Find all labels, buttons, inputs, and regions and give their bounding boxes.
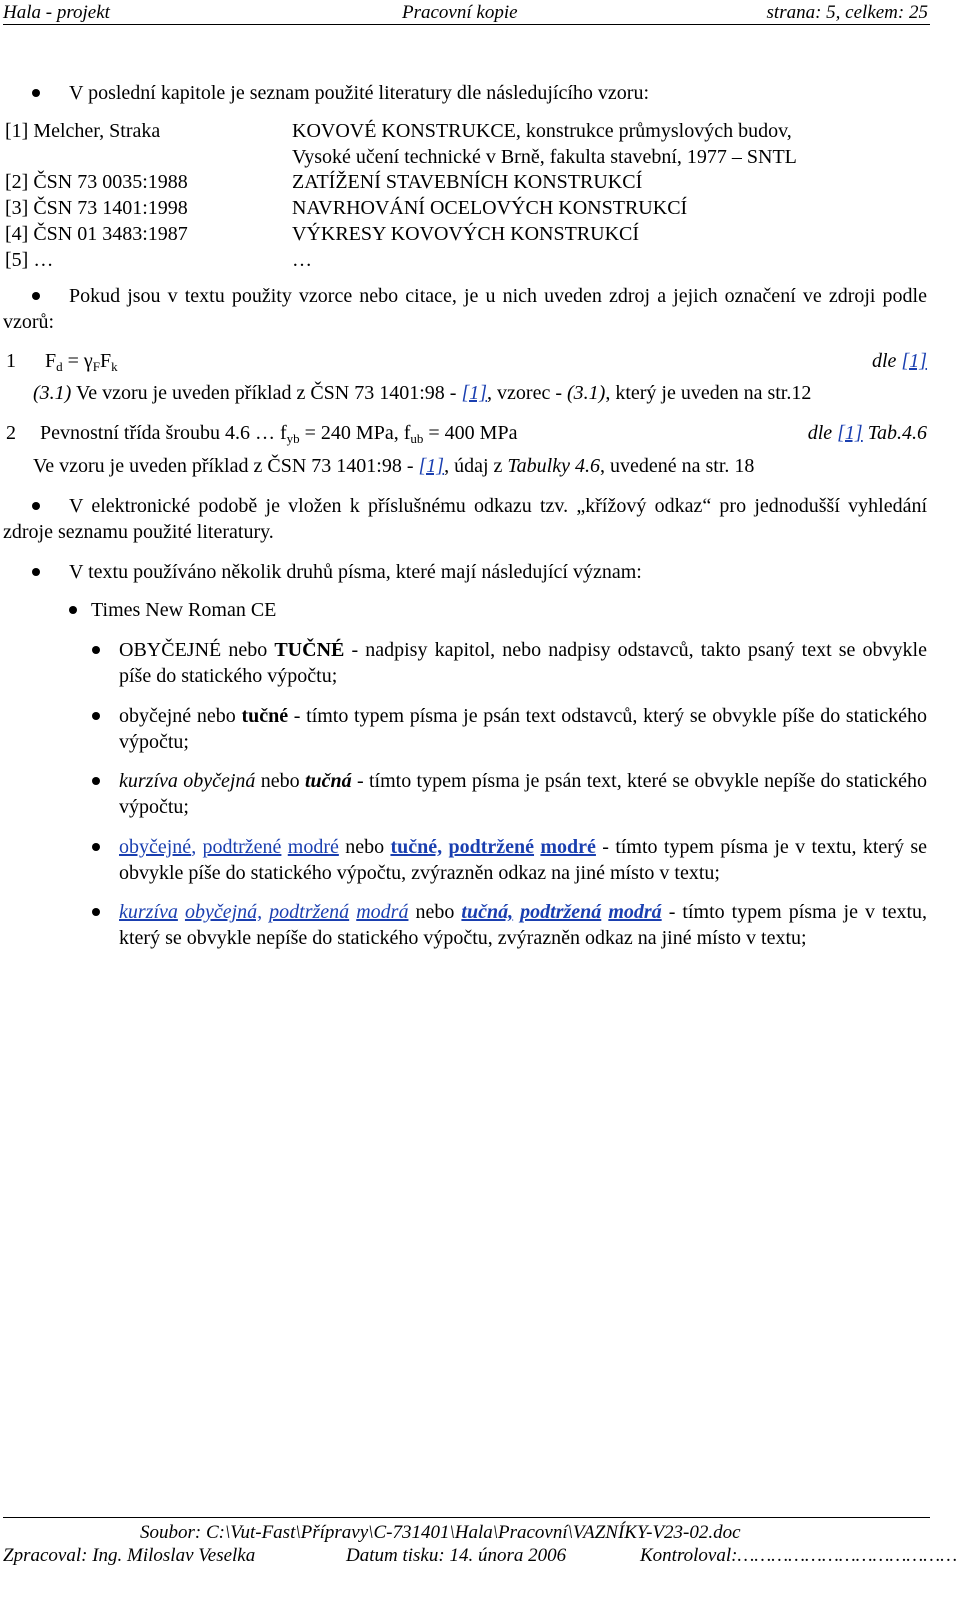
reference-link[interactable]: [1] bbox=[461, 382, 488, 404]
example-link[interactable]: obyčejná, bbox=[184, 901, 263, 923]
reference-link[interactable]: [1] bbox=[901, 350, 927, 372]
reference-title: VÝKRESY KOVOVÝCH KONSTRUKCÍ bbox=[292, 223, 640, 245]
font-name: Times New Roman CE bbox=[91, 599, 277, 621]
example-link[interactable]: modrá bbox=[356, 901, 409, 923]
style-item: kurzíva obyčejná, podtržená modrá nebo tučná, podtržená modrá - tímto typem písma je v textu, který se obvykle nepíše do statického výpočtu, zvýrazněn odkaz na jiné místo v textu; bbox=[119, 901, 928, 949]
footer-print-date: Datum tisku: 14. února 2006 bbox=[346, 1545, 567, 1566]
example-link[interactable]: podtržené bbox=[202, 836, 282, 858]
bullet-icon bbox=[32, 89, 40, 97]
example-link[interactable]: kurzíva bbox=[119, 901, 178, 923]
reference-link[interactable]: [1] bbox=[837, 422, 863, 444]
example-link[interactable]: modrá bbox=[608, 901, 662, 923]
example-link[interactable]: podtržené bbox=[448, 836, 535, 858]
formula-source: dle [1] bbox=[871, 350, 927, 372]
header-project: Hala - projekt bbox=[3, 2, 110, 23]
bullet-icon bbox=[92, 646, 100, 654]
example-number: 1 bbox=[6, 350, 16, 372]
reference-key: [3] ČSN 73 1401:1998 bbox=[5, 197, 188, 219]
fonts-intro: V textu používáno několik druhů písma, které mají následující význam: bbox=[69, 561, 642, 583]
bullet-icon bbox=[92, 908, 100, 916]
reference-key: [4] ČSN 01 3483:1987 bbox=[5, 223, 188, 245]
reference-title: KOVOVÉ KONSTRUKCE, konstrukce průmyslových budov, bbox=[292, 120, 792, 142]
footer-rule bbox=[3, 1517, 930, 1518]
header-rule bbox=[3, 24, 930, 25]
bullet-icon bbox=[32, 568, 40, 576]
formula-intro: Pokud jsou v textu použity vzorce nebo citace, je u nich uveden zdroj a jejich označení ve zdroji podle vzorů: bbox=[3, 285, 927, 333]
example-link[interactable]: modré bbox=[540, 836, 596, 858]
footer-checked: Kontroloval:………………………………… bbox=[640, 1545, 958, 1566]
example-link[interactable]: podtržená bbox=[520, 901, 602, 923]
formula-note: Ve vzoru je uveden příklad z ČSN 73 1401:98 - [1], údaj z Tabulky 4.6, uvedené na str. 18 bbox=[33, 455, 755, 477]
example-link[interactable]: tučné, bbox=[390, 836, 443, 858]
style-item: OBYČEJNÉ nebo TUČNÉ - nadpisy kapitol, nebo nadpisy odstavců, takto psaný text se obvykle píše do statického výpočtu; bbox=[119, 639, 927, 687]
reference-title: … bbox=[292, 249, 312, 271]
reference-key: [1] Melcher, Straka bbox=[5, 120, 161, 142]
footer-file: Soubor: C:\Vut-Fast\Přípravy\C-731401\Hala\Pracovní\VAZNÍKY-V23-02.doc bbox=[140, 1522, 741, 1543]
example-link[interactable]: tučná, bbox=[461, 901, 514, 923]
style-item: obyčejné, podtržené modré nebo tučné, podtržené modré - tímto typem písma je v textu, který se obvykle píše do statického výpočtu, zvýrazněn odkaz na jiné místo v textu; bbox=[119, 836, 927, 884]
style-item: obyčejné nebo tučné - tímto typem písma je psán text odstavců, který se obvykle píše do statického výpočtu; bbox=[119, 705, 927, 753]
example-link[interactable]: podtržená bbox=[269, 901, 350, 923]
formula: Pevnostní třída šroubu 4.6 … $f_{yb} = 240$ MPa, $f_{ub} = 400$ MPa bbox=[40, 422, 518, 446]
example-link[interactable]: modré bbox=[287, 836, 339, 858]
style-item: kurzíva obyčejná nebo tučná - tímto typem písma je psán text, které se obvykle nepíše do statického výpočtu; bbox=[119, 770, 927, 818]
cross-ref-text: V elektronické podobě je vložen k příslušnému odkazu tzv. „křížový odkaz“ pro jednodušší vyhledání zdroje seznamu použité literatury. bbox=[3, 495, 927, 543]
reference-title: NAVRHOVÁNÍ OCELOVÝCH KONSTRUKCÍ bbox=[292, 197, 688, 219]
bullet-icon bbox=[92, 777, 100, 785]
example-number: 2 bbox=[6, 422, 16, 444]
intro-text: V poslední kapitole je seznam použité literatury dle následujícího vzoru: bbox=[69, 82, 650, 104]
reference-key: [2] ČSN 73 0035:1988 bbox=[5, 171, 188, 193]
formula-source: dle [1] Tab.4.6 bbox=[807, 422, 927, 444]
header-page-count: strana: 5, celkem: 25 bbox=[766, 2, 928, 23]
bullet-icon bbox=[69, 606, 77, 614]
bullet-icon bbox=[92, 843, 100, 851]
formula: $F_d = \gamma_FF_k$ bbox=[45, 350, 118, 374]
reference-title-cont: Vysoké učení technické v Brně, fakulta stavební, 1977 – SNTL bbox=[292, 146, 797, 168]
reference-title: ZATÍŽENÍ STAVEBNÍCH KONSTRUKCÍ bbox=[292, 171, 643, 193]
header-status: Pracovní kopie bbox=[402, 2, 518, 23]
reference-key: [5] … bbox=[5, 249, 54, 271]
reference-link[interactable]: [1] bbox=[418, 455, 445, 477]
example-link[interactable]: obyčejné bbox=[119, 836, 192, 858]
formula-note: (3.1) Ve vzoru je uveden příklad z ČSN 73 1401:98 - [1], vzorec - (3.1), který je uveden na str.12 bbox=[33, 382, 812, 404]
footer-author: Zpracoval: Ing. Miloslav Veselka bbox=[3, 1545, 256, 1566]
bullet-icon bbox=[92, 712, 100, 720]
